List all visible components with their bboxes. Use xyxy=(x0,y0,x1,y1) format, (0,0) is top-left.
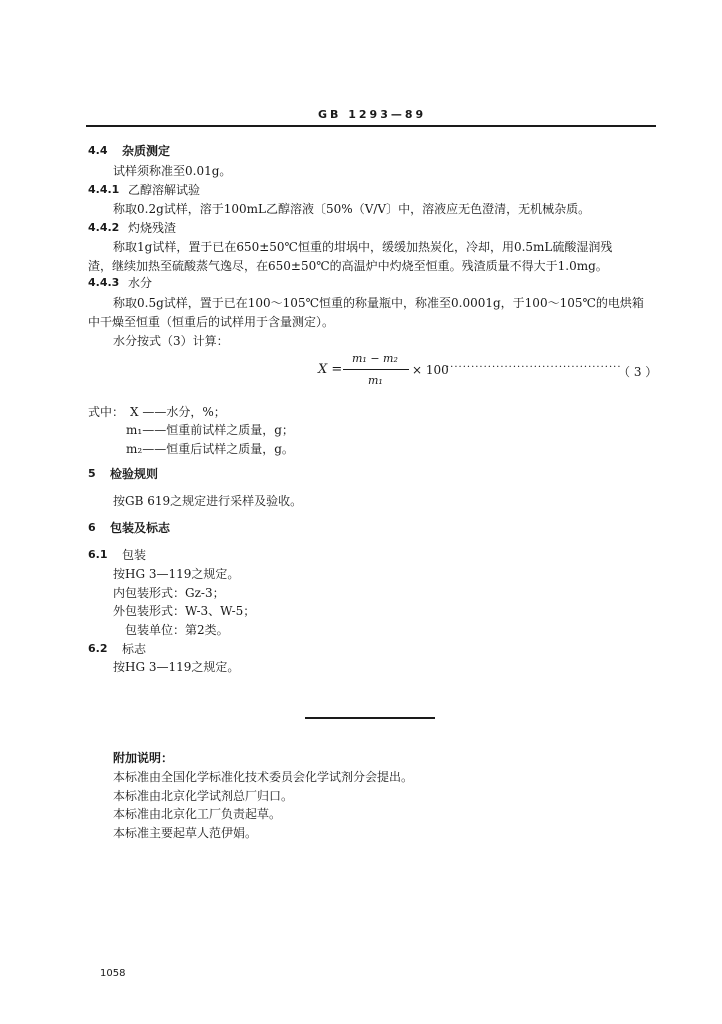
section-4-4-1-number: 4.4.1 xyxy=(88,183,120,196)
where-m2: m₂——恒重后试样之质量，g。 xyxy=(126,442,294,456)
section-4-4-2-line2: 渣，继续加热至硫酸蒸气逸尽，在650±50℃的高温炉中灼烧至恒重。残渣质量不得大于1.0mg。 xyxy=(88,259,608,273)
section-4-4-2-number: 4.4.2 xyxy=(88,221,120,234)
section-6-2-text: 按HG 3—119之规定。 xyxy=(113,660,240,674)
section-4-4-1-title: 乙醇溶解试验 xyxy=(128,183,201,197)
section-4-4-3-line1: 称取0.5g试样，置于已在100～105℃恒重的称量瓶中，称准至0.0001g，于100～105℃的电烘箱 xyxy=(113,296,644,310)
section-5-text: 按GB 619之规定进行采样及验收。 xyxy=(113,494,303,508)
section-4-4-number: 4.4 xyxy=(88,144,108,157)
end-divider xyxy=(305,717,435,719)
formula-equation-number: （ 3 ） xyxy=(618,365,658,379)
formula-lhs: X = xyxy=(318,362,343,377)
section-4-4-3-number: 4.4.3 xyxy=(88,276,120,289)
section-5-title: 检验规则 xyxy=(110,467,159,481)
section-4-4-title: 杂质测定 xyxy=(122,144,171,158)
section-4-4-3-title: 水分 xyxy=(128,276,153,290)
section-6-1-line3: 外包装形式：W-3、W-5； xyxy=(113,604,256,618)
formula-leader-dots: ·········································· xyxy=(446,362,622,373)
where-m1: m₁——恒重前试样之质量，g； xyxy=(126,423,294,437)
standard-number: GB 1293—89 xyxy=(318,108,427,121)
section-4-4-2-line1: 称取1g试样，置于已在650±50℃恒重的坩埚中，缓缓加热炭化，冷却，用0.5mL硫酸湿润残 xyxy=(113,240,613,254)
header-rule xyxy=(86,125,656,127)
section-6-1-title: 包装 xyxy=(122,548,147,562)
formula-denominator: m₁ xyxy=(368,374,383,387)
section-6-1-number: 6.1 xyxy=(88,548,108,561)
section-4-4-1-text: 称取0.2g试样，溶于100mL乙醇溶液〔50%（V/V〕中，溶液应无色澄清，无机械杂质。 xyxy=(113,202,591,216)
fraction-bar xyxy=(343,369,409,370)
section-6-1-line1: 按HG 3—119之规定。 xyxy=(113,567,240,581)
section-6-title: 包装及标志 xyxy=(110,521,171,535)
notes-line2: 本标准由北京化学试剂总厂归口。 xyxy=(113,789,294,803)
formula-numerator: m₁ − m₂ xyxy=(352,352,398,365)
where-lead: 式中： xyxy=(88,405,125,419)
notes-line4: 本标准主要起草人范伊娟。 xyxy=(113,826,258,840)
section-5-number: 5 xyxy=(88,467,96,480)
section-6-number: 6 xyxy=(88,521,96,534)
notes-title: 附加说明： xyxy=(113,751,174,765)
where-x: X ——水分，%； xyxy=(130,405,226,419)
notes-line3: 本标准由北京化工厂负责起草。 xyxy=(113,807,282,821)
section-6-2-number: 6.2 xyxy=(88,642,108,655)
section-4-4-text: 试样须称准至0.01g。 xyxy=(113,164,232,178)
section-6-1-line2: 内包装形式：Gz-3； xyxy=(113,586,225,600)
section-4-4-2-title: 灼烧残渣 xyxy=(128,221,177,235)
formula-factor: × 100 xyxy=(412,363,449,377)
section-4-4-3-line2: 中干燥至恒重（恒重后的试样用于含量测定）。 xyxy=(88,315,335,329)
notes-line1: 本标准由全国化学标准化技术委员会化学试剂分会提出。 xyxy=(113,770,414,784)
page-number: 1058 xyxy=(100,968,126,979)
section-6-1-line4: 包装单位：第2类。 xyxy=(125,623,229,637)
section-6-2-title: 标志 xyxy=(122,642,147,656)
section-4-4-3-calc: 水分按式（3）计算： xyxy=(113,334,229,348)
